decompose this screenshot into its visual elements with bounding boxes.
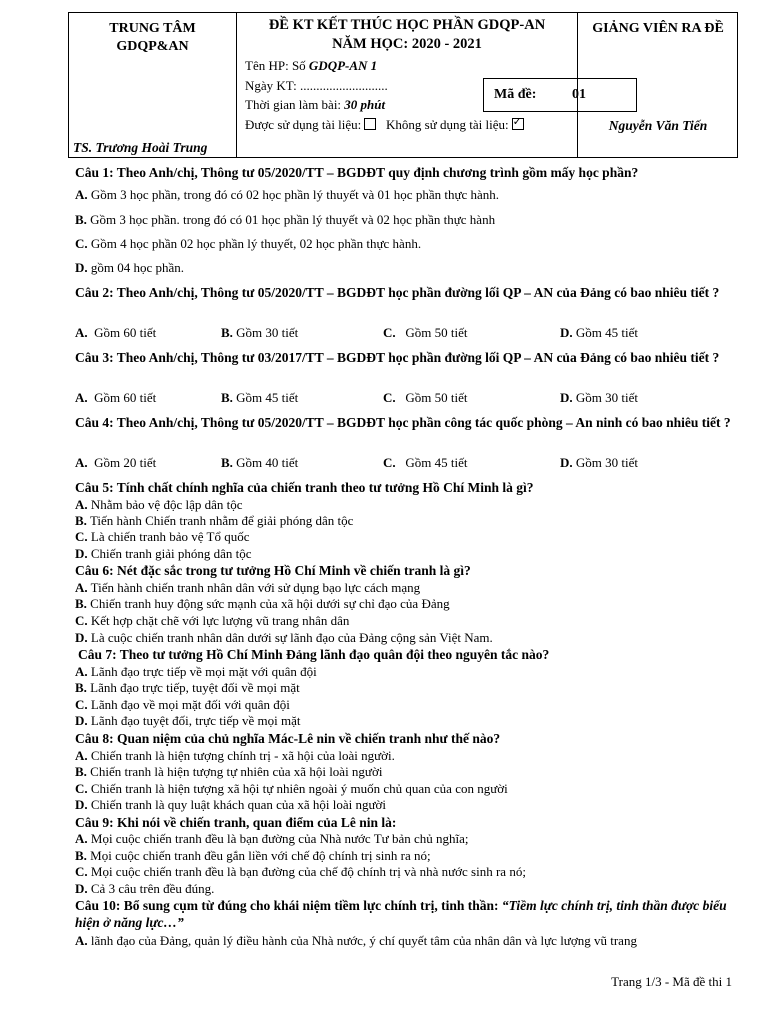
allowed-checkbox[interactable] (364, 118, 376, 130)
q4-option-d: D. Gồm 30 tiết (560, 455, 638, 470)
question-7: Câu 7: Theo tư tưởng Hồ Chí Minh Đảng lãnh đạo quân đội theo nguyên tắc nào? (78, 647, 550, 662)
not-allowed-checkbox[interactable] (512, 118, 524, 130)
q1-option-d: D. gồm 04 học phần. (75, 260, 185, 275)
exam-date-row: Ngày KT: ........................... (245, 78, 388, 93)
header-title-cell (237, 13, 586, 157)
exam-code-label: Mã đề: (494, 87, 537, 102)
q4-option-b: B. Gồm 40 tiết (221, 455, 299, 470)
q1-option-b: B. Gồm 3 học phần. trong đó có 01 học phần lý thuyết và 02 học phần thực hành (75, 212, 496, 227)
q9-option-a: A. Mọi cuộc chiến tranh đều là bạn đường của Nhà nước Tư bản chủ nghĩa; (75, 831, 469, 846)
q9-option-b: B. Mọi cuộc chiến tranh đều gắn liền với chế độ chính trị sinh ra nó; (75, 848, 431, 863)
exam-code-value: 01 (572, 87, 586, 102)
q3-option-b: B. Gồm 45 tiết (221, 390, 299, 405)
q7-option-c: C. Lãnh đạo về mọi mặt đối với quân đội (75, 697, 290, 712)
q5-option-d: D. Chiến tranh giải phóng dân tộc (75, 546, 252, 561)
page-footer: Trang 1/3 - Mã đề thi 1 (611, 974, 732, 989)
exam-header-table (68, 12, 738, 158)
q7-option-d: D. Lãnh đạo tuyệt đối, trực tiếp về mọi mặt (75, 713, 301, 728)
course-row (245, 58, 377, 74)
org-name-line2: GDQP&AN (116, 39, 189, 54)
head-signer-name: TS. Trương Hoài Trung (73, 140, 208, 155)
q6-option-b: B. Chiến tranh huy động sức mạnh của xã hội dưới sự chỉ đạo của Đảng (75, 596, 450, 611)
question-1: Câu 1: Theo Anh/chị, Thông tư 05/2020/TT – BGDĐT quy định chương trình gồm mấy học phần? (75, 165, 639, 180)
question-10-text: Câu 10: Bổ sung cụm từ đúng cho khái niệm tiềm lực chính trị, tinh thần: (75, 898, 499, 913)
not-allowed-label: Không sử dụng tài liệu: (386, 117, 509, 132)
q7-option-b: B. Lãnh đạo trực tiếp, tuyệt đối về mọi mặt (75, 680, 300, 695)
q4-option-a: A. Gồm 20 tiết (75, 455, 157, 470)
question-10-quote: “Tiềm lực chính trị, tinh thần được biểu hiện ở năng lực…” (75, 898, 727, 930)
header-instructor-cell (577, 13, 738, 157)
q9-option-c: C. Mọi cuộc chiến tranh đều là bạn đường của chế độ chính trị và nhà nước sinh ra nó; (75, 864, 526, 879)
q5-option-b: B. Tiến hành Chiến tranh nhằm để giải phóng dân tộc (75, 513, 354, 528)
course-value: GDQP-AN 1 (308, 58, 378, 73)
question-2: Câu 2: Theo Anh/chị, Thông tư 05/2020/TT – BGDĐT học phần đường lối QP – AN của Đảng có bao nhiêu tiết ? (75, 285, 720, 300)
question-5: Câu 5: Tính chất chính nghĩa của chiến tranh theo tư tưởng Hồ Chí Minh là gì? (75, 480, 534, 495)
q7-option-a: A. Lãnh đạo trực tiếp về mọi mặt với quân đội (75, 664, 317, 679)
q6-option-d: D. Là cuộc chiến tranh nhân dân dưới sự lãnh đạo của Đảng cộng sản Việt Nam. (75, 630, 493, 645)
q2-option-a: A. Gồm 60 tiết (75, 325, 157, 340)
duration-label: Thời gian làm bài: (245, 97, 342, 112)
q10-option-a: A. lãnh đạo của Đảng, quản lý điều hành của Nhà nước, ý chí quyết tâm của nhân dân và lực lượng vũ trang (75, 933, 637, 948)
question-8: Câu 8: Quan niệm của chủ nghĩa Mác-Lê nin về chiến tranh như thế nào? (75, 731, 501, 746)
q1-option-a: A. Gồm 3 học phần, trong đó có 02 học phần lý thuyết và 01 học phần thực hành. (75, 187, 500, 202)
q4-option-c: C. Gồm 45 tiết (383, 455, 468, 470)
q3-option-d: D. Gồm 30 tiết (560, 390, 638, 405)
q2-option-c: C. Gồm 50 tiết (383, 325, 468, 340)
q1-option-c: C. Gồm 4 học phần 02 học phần lý thuyết, 02 học phần thực hành. (75, 236, 422, 251)
instructor-title: GIẢNG VIÊN RA ĐỀ (592, 21, 724, 36)
exam-title: ĐỀ KT KẾT THÚC HỌC PHẦN GDQP-AN (268, 17, 546, 33)
materials-row (245, 117, 524, 133)
question-4: Câu 4: Theo Anh/chị, Thông tư 05/2020/TT – BGDĐT học phần công tác quốc phòng – An ninh có bao nhiêu tiết ? (75, 415, 731, 430)
q8-option-a: A. Chiến tranh là hiện tượng chính trị - xã hội của loài người. (75, 748, 395, 763)
instructor-name: Nguyễn Văn Tiến (608, 118, 708, 133)
duration-value: 30 phút (344, 97, 386, 112)
question-6: Câu 6: Nét đặc sắc trong tư tưởng Hồ Chí Minh về chiến tranh là gì? (75, 563, 471, 578)
q2-option-d: D. Gồm 45 tiết (560, 325, 638, 340)
q3-option-c: C. Gồm 50 tiết (383, 390, 468, 405)
q6-option-c: C. Kết hợp chặt chẽ với lực lượng vũ trang nhân dân (75, 613, 350, 628)
q3-option-a: A. Gồm 60 tiết (75, 390, 157, 405)
course-label: Tên HP: Số (245, 58, 306, 73)
org-name-line1: TRUNG TÂM (109, 21, 196, 36)
question-9: Câu 9: Khi nói về chiến tranh, quan điểm của Lê nin là: (75, 815, 397, 830)
q9-option-d: D. Cả 3 câu trên đều đúng. (75, 881, 215, 896)
q8-option-b: B. Chiến tranh là hiện tượng tự nhiên của xã hội loài người (75, 764, 383, 779)
allowed-label: Được sử dụng tài liệu: (245, 117, 362, 132)
q5-option-a: A. Nhằm bảo vệ độc lập dân tộc (75, 497, 243, 512)
header-org-cell (69, 13, 237, 157)
q8-option-c: C. Chiến tranh là hiện tượng xã hội tự nhiên ngoài ý muốn chủ quan của con người (75, 781, 508, 796)
school-year: NĂM HỌC: 2020 - 2021 (332, 36, 482, 52)
q5-option-c: C. Là chiến tranh bảo vệ Tổ quốc (75, 529, 250, 544)
question-10 (75, 897, 735, 931)
q6-option-a: A. Tiến hành chiến tranh nhân dân với sử dụng bạo lực cách mạng (75, 580, 421, 595)
question-3: Câu 3: Theo Anh/chị, Thông tư 03/2017/TT – BGDĐT học phần đường lối QP – AN của Đảng có bao nhiêu tiết ? (75, 350, 720, 365)
q2-option-b: B. Gồm 30 tiết (221, 325, 299, 340)
duration-row (245, 97, 385, 113)
q8-option-d: D. Chiến tranh là quy luật khách quan của xã hội loài người (75, 797, 387, 812)
